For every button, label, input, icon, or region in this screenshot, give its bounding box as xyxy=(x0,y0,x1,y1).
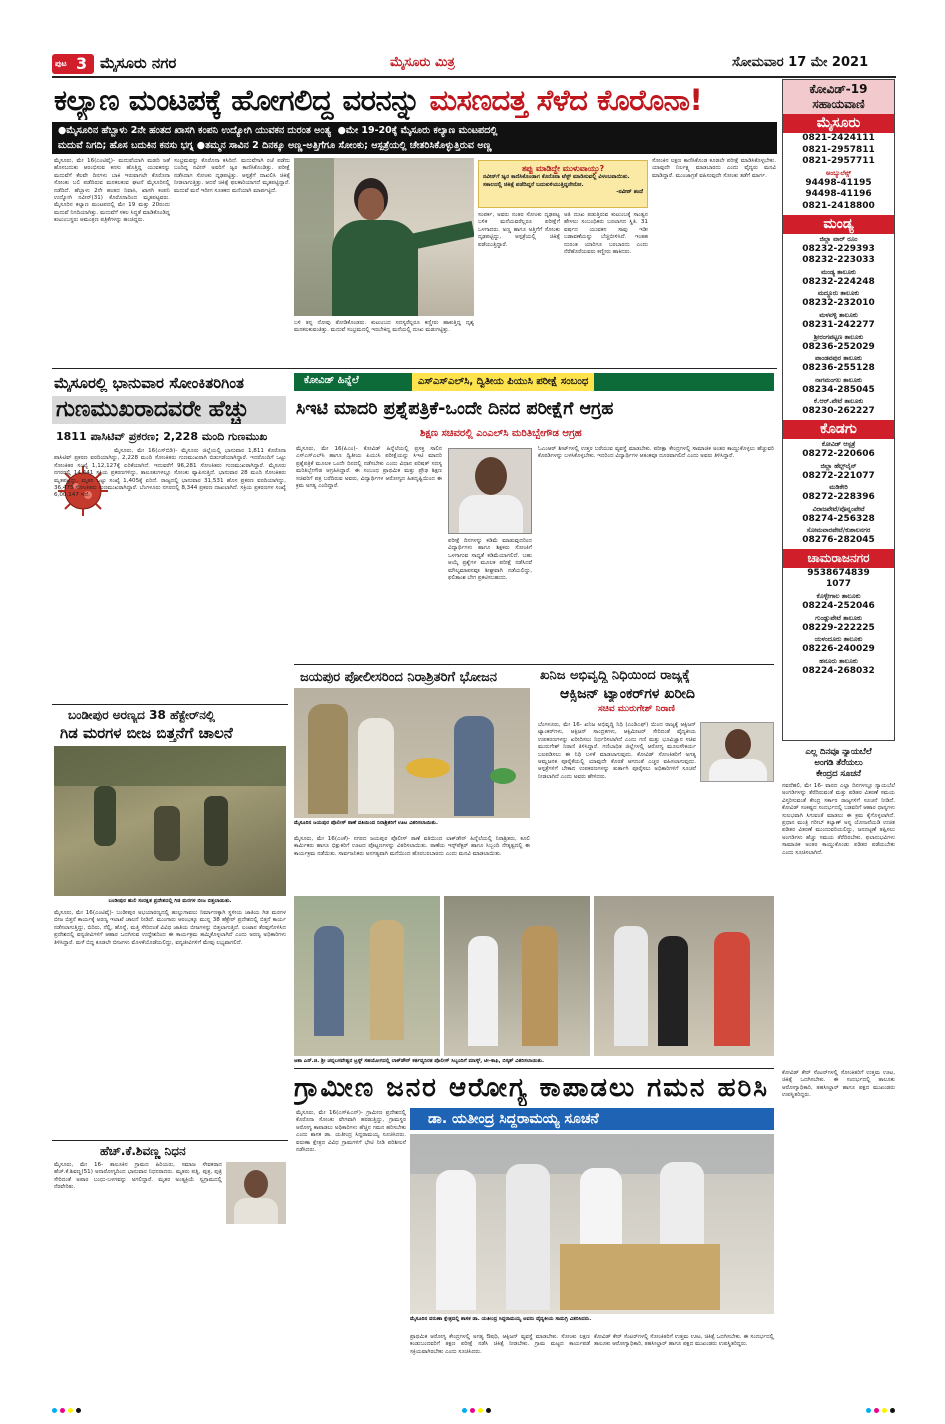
helpline-entry-label: ಕೆ.ಆರ್.ಪೇಟೆ ತಾಲೂಕು xyxy=(813,397,864,406)
oxygen-minister-photo xyxy=(700,722,774,782)
exam-col1: ಮೈಸೂರು, ಮೇ 16(ಪಿಎಂ)- ಕೋವಿಡ್ ಹಿನ್ನೆಲೆಯಲ್ಲಿ ಪ್ರಸಕ್ತ ಸಾಲಿನ ಎಸ್‌ಎಸ್‌ಎಲ್‌ಸಿ ಹಾಗೂ ದ್ವಿತೀಯ ಪಿಯುಸಿ ಪರೀಕ್ಷೆಯನ್ನು ಸಿಇಟಿ ಮಾದರಿ ಪ್ರಶ್ನೆಪತ್ರಿಕೆ ಮೂಲಕ ಒಂದೇ ದಿನದಲ್ಲಿ ನಡೆಸಬೇಕು ಎಂದು ವಿಧಾನ ಪರಿಷತ್ ಸದಸ್ಯ ಮರಿತಿಬ್ಬೇಗೌಡ ಆಗ್ರಹಿಸಿದ್ದಾರೆ. ಈ ಸಂಬಂಧ ಪ್ರಾಥಮಿಕ ಮತ್ತು ಪ್ರೌಢ ಶಿಕ್ಷಣ ಸಚಿವರಿಗೆ ಪತ್ರ ಬರೆದಿರುವ ಅವರು, ವಿದ್ಯಾರ್ಥಿಗಳ ಆರೋಗ್ಯದ ಹಿತದೃಷ್ಟಿಯಿಂದ ಈ ಕ್ರಮ ಅಗತ್ಯ ಎಂದಿದ್ದಾರೆ. xyxy=(296,446,442,490)
food-body: ಮೈಸೂರು, ಮೇ 16(ಎಂಕೆ)- ನಗರದ ಜಯಪುರ ಪೊಲೀಸ್ ಠಾಣೆ ವತಿಯಿಂದ ಲಾಕ್‌ಡೌನ್ ಹಿನ್ನೆಲೆಯಲ್ಲಿ ನಿರಾಶ್ರಿತರು, ಕೂಲಿ ಕಾರ್ಮಿಕರು ಹಾಗೂ ಭಿಕ್ಷುಕರಿಗೆ ಊಟದ ಪೊಟ್ಟಣಗಳನ್ನು ವಿತರಿಸಲಾಯಿತು. ಠಾಣೆಯ ಇನ್ಸ್‌ಪೆಕ್ಟರ್ ಹಾಗೂ ಸಿಬ್ಬಂದಿ ನೇತೃತ್ವದಲ್ಲಿ ಈ ಕಾರ್ಯಕ್ರಮ ನಡೆಯಿತು. ಸಾರ್ವಜನಿಕರು ಅನಗತ್ಯವಾಗಿ ಮನೆಯಿಂದ ಹೊರಬರಬಾರದು ಎಂದು ಮನವಿ ಮಾಡಲಾಯಿತು. xyxy=(294,836,530,857)
obit-body: ಮೈಸೂರು, ಮೇ 16- ತಾಲೂಕಿನ ಗ್ರಾಮದ ಹಿರಿಯರು, ಸಮಾಜ ಸೇವಕರಾದ ಹೆಚ್.ಕೆ.ಶಿವಣ್ಣ(51) ಅನಾರೋಗ್ಯದಿಂದ ಭಾನುವಾರ ನಿಧನರಾದರು. ಮೃತರು ಪತ್ನಿ, ಪುತ್ರ, ಪುತ್ರಿ ಸೇರಿದಂತೆ ಅಪಾರ ಬಂಧು-ಬಳಗವನ್ನು ಅಗಲಿದ್ದಾರೆ. ಮೃತರ ಅಂತ್ಯಕ್ರಿಯೆ ಸ್ವಗ್ರಾಮದಲ್ಲಿ ನೆರವೇರಿತು. xyxy=(54,1162,222,1191)
exam-kicker: ಕೋವಿಡ್ ಹಿನ್ನೆಲೆ xyxy=(304,375,359,386)
forest-body: ಮೈಸೂರು, ಮೇ 16(ಎಂಟಿವೈ)- ಬಂಡೀಪುರ ಅಭಯಾರಣ್ಯದಲ್ಲಿ ಹುಲ್ಲುಗಾವಲು ನಿರ್ಮಾಣಕ್ಕಾಗಿ ಸ್ಥಳೀಯ ಜಾತಿಯ ಗಿಡ ಮರಗಳ ಬೀಜ ಬಿತ್ತನೆ ಕಾರ್ಯಕ್ಕೆ ಅರಣ್ಯ ಇಲಾಖೆ ಚಾಲನೆ ನೀಡಿದೆ. ಮುಂಗಾರು ಆರಂಭಕ್ಕೂ ಮುನ್ನ 38 ಹೆಕ್ಟೇರ್ ಪ್ರದೇಶದಲ್ಲಿ ಬಿತ್ತನೆ ಕಾರ್ಯ ನಡೆಸಲಾಗುತ್ತಿದ್ದು, ಬಿದಿರು, ನೆಲ್ಲಿ, ಹೊನ್ನೆ, ಮತ್ತಿ ಸೇರಿದಂತೆ ವಿವಿಧ ಜಾತಿಯ ಬೀಜಗಳನ್ನು ಬಿತ್ತಲಾಗುತ್ತಿದೆ. ಲಂಟಾನ ತೆರವುಗೊಳಿಸಿದ ಪ್ರದೇಶದಲ್ಲಿ ವನ್ಯಜೀವಿಗಳಿಗೆ ಆಹಾರ ಒದಗಿಸುವ ಉದ್ದೇಶದಿಂದ ಈ ಕಾರ್ಯಕ್ರಮ ಹಮ್ಮಿಕೊಳ್ಳಲಾಗಿದೆ ಎಂದು ಅರಣ್ಯ ಅಧಿಕಾರಿಗಳು ತಿಳಿಸಿದ್ದಾರೆ. ಮಳೆ ಬಿದ್ದ ಕೂಡಲೇ ಬೀಜಗಳು ಮೊಳಕೆಯೊಡೆಯಲಿದ್ದು, ವನ್ಯಜೀವಿಗಳಿಗೆ ಮೇವು ಲಭ್ಯವಾಗಲಿದೆ. xyxy=(54,910,286,946)
registration-marks xyxy=(52,1406,896,1414)
police-photo1 xyxy=(294,896,440,1056)
lead-strap-line2: ಮದುವೆ ನಿಗದಿ; ಹೊಸ ಬದುಕಿನ ಕನಸು ಭಗ್ನ ●ತಮ್ಮನ ಸಾವಿನ 2 ದಿನಕ್ಕೂ ಅಣ್ಣ-ಅತ್ತಿಗೆಗೂ ಸೋಂಕು; ಆಸ್ಪತ್ರೆಯಲ್ಲಿ ಚೇತರಿಸಿಕೊಳ್ಳುತ್ತಿರುವ ಅಣ್ಣ xyxy=(58,140,492,151)
food-caption: ಮೈಸೂರಿನ ಜಯಪುರ ಪೊಲೀಸ್ ಠಾಣೆ ವತಿಯಿಂದ ನಿರಾಶ್ರಿತರಿಗೆ ಊಟ ವಿತರಿಸಲಾಯಿತು. xyxy=(294,820,438,826)
helpline-mysuru-extra: 0821-2418800 xyxy=(802,200,875,211)
sunday-rule xyxy=(52,704,288,705)
sunday-body: ಮೈಸೂರು, ಮೇ 16(ಎಸ್‌ಬಿಡಿ)- ಮೈಸೂರು ಜಿಲ್ಲೆಯಲ್ಲಿ ಭಾನುವಾರ 1,811 ಕೊರೊನಾ ಪಾಸಿಟಿವ್ ಪ್ರಕರಣ ವರದಿಯಾಗಿದ್ದು, 2,228 ಮಂದಿ ಸೋಂಕಿತರು ಗುಣಮುಖರಾಗಿ ಬಿಡುಗಡೆಯಾಗಿದ್ದಾರೆ. ಇದರೊಂದಿಗೆ ಒಟ್ಟು ಸೋಂಕಿತರ ಸಂಖ್ಯೆ 1,12,127ಕ್ಕೆ ಏರಿಕೆಯಾಗಿದೆ. ಇದುವರೆಗೆ 96,281 ಸೋಂಕಿತರು ಗುಣಮುಖರಾಗಿದ್ದಾರೆ. ಮೈಸೂರು ನಗರದಲ್ಲಿ 14,441 ಸಕ್ರಿಯ ಪ್ರಕರಣಗಳಿದ್ದು, ತಾಲೂಕುಗಳಲ್ಲೂ ಸೋಂಕು ವ್ಯಾಪಿಸುತ್ತಿದೆ. ಭಾನುವಾರ 28 ಮಂದಿ ಸೋಂಕಿತರು ಮೃತಪಟ್ಟಿದ್ದು, ಮೃತರ ಒಟ್ಟು ಸಂಖ್ಯೆ 1,405ಕ್ಕೆ ಏರಿದೆ. ರಾಜ್ಯದಲ್ಲಿ ಭಾನುವಾರ 31,531 ಹೊಸ ಪ್ರಕರಣ ವರದಿಯಾಗಿದ್ದು, 36,475 ಸೋಂಕಿತರು ಗುಣಮುಖರಾಗಿದ್ದಾರೆ. ಬೆಂಗಳೂರು ನಗರದಲ್ಲಿ 8,344 ಪ್ರಕರಣ ದಾಖಲಾಗಿದೆ. ಸಕ್ರಿಯ ಪ್ರಕರಣಗಳ ಸಂಖ್ಯೆ 6,00,147 ಇದೆ. xyxy=(54,448,286,499)
mysuru-number: 0821-2424111 xyxy=(802,133,875,143)
rural-subhead: ಡಾ. ಯತೀಂದ್ರ ಸಿದ್ದರಾಮಯ್ಯ ಸೂಚನೆ xyxy=(428,1111,599,1127)
oxygen-headline1: ಖನಿಜ ಅಭಿವೃದ್ಧಿ ನಿಧಿಯಿಂದ ರಾಜ್ಯಕ್ಕೆ xyxy=(540,668,690,683)
helpline-mysuru-label: ಮೈಸೂರು xyxy=(783,114,894,133)
quote-heading: ತಪ್ಪು ಮಾಡಿದ್ದೇ ಮುಳುವಾಯ್ತು? xyxy=(521,164,605,173)
helpline-entry-label: ಮಳವಳ್ಳಿ ತಾಲೂಕು xyxy=(819,310,858,319)
forest-caption: ಬಂಡೀಪುರ ಹುಲಿ ಸಂರಕ್ಷಿತ ಪ್ರದೇಶದಲ್ಲಿ ಗಿಡ ಮರಗಳ ಬೀಜ ಬಿತ್ತಲಾಯಿತು. xyxy=(108,898,232,904)
sunday-subhead: 1811 ಪಾಸಿಟಿವ್ ಪ್ರಕರಣ; 2,228 ಮಂದಿ ಗುಣಮುಖ xyxy=(56,430,268,443)
ration-headline2: ಅಂಗಡಿ ತೆರೆಯಲು xyxy=(814,757,863,767)
helpline-entry-label: ಕೊಳ್ಳೇಗಾಲ ತಾಲೂಕು xyxy=(816,592,861,601)
lead-col3: ಬಳಿ ತನ್ನ ನೋವು ತೋಡಿಕೊಂಡರು. ಕುಟುಂಬದ ಸದಸ್ಯರೆಲ್ಲರೂ ಕಣ್ಣೀರು ಹಾಕುತ್ತಿದ್ದ ದೃಶ್ಯ ಮನಕಲಕುವಂತಿತ್ತು. ಮದುವೆ ಸಂಭ್ರಮದಲ್ಲಿ ಇರಬೇಕಿದ್ದ ಮನೆಯಲ್ಲಿ ದುಃಖ ಮಡುಗಟ್ಟಿತ್ತು. xyxy=(294,320,474,334)
issue-date: ಸೋಮವಾರ 17 ಮೇ 2021 xyxy=(732,55,869,70)
rural-caption: ಮೈಸೂರಿನ ವರುಣಾ ಕ್ಷೇತ್ರದಲ್ಲಿ ಶಾಸಕ ಡಾ. ಯತೀಂದ್ರ ಸಿದ್ದರಾಮಯ್ಯ ಅವರು ವೈದ್ಯಕೀಯ ಸಾಮಗ್ರಿ ವಿತರಿಸಿದರು. xyxy=(410,1316,592,1322)
helpline-ambulance-list xyxy=(783,178,894,201)
helpline-entry-number: 08232-223033 xyxy=(802,255,875,266)
ration-item xyxy=(782,746,895,1066)
helpline-entry-number: 08229-222225 xyxy=(802,622,875,633)
lead-col1: ಮೈಸೂರು, ಮೇ 16(ಎಂಟಿವೈ)- ಮದುವೆಯಾಗಿ ಮಡದಿ ಜತೆ ಹೊಸಬದುಕು ಆರಂಭಿಸುವ ಕನಸು ಹೊತ್ತಿದ್ದ ಯುವಕನನ್ನು ಮದುವೆಗೆ ಕೆಲವೇ ದಿನಗಳು ಬಾಕಿ ಇರುವಾಗಲೇ ಕೊರೊನಾ ಸೋಂಕು ಬಲಿ ಪಡೆದಿರುವ ಮನಕಲಕುವ ಘಟನೆ ಮೈಸೂರಿನಲ್ಲಿ ನಡೆದಿದೆ. ಹೆಬ್ಬಾಳು 2ನೇ ಹಂತದ ನಿವಾಸಿ, ಖಾಸಗಿ ಕಂಪನಿ ಉದ್ಯೋಗಿ ನವೀನ್(31) ಕೊರೊನಾದಿಂದ ಮೃತಪಟ್ಟವರು. ಮೈಸೂರಿನ ಕಲ್ಯಾಣ ಮಂಟಪದಲ್ಲಿ ಮೇ 19 ಮತ್ತು 20ರಂದು ಮದುವೆ ನಿಗದಿಯಾಗಿತ್ತು. ಮದುವೆಗೆ ಸಕಲ ಸಿದ್ಧತೆ ಮಾಡಿಕೊಂಡಿದ್ದ ಕುಟುಂಬಸ್ಥರು ಆಮಂತ್ರಣ ಪತ್ರಿಕೆಗಳನ್ನು ಹಂಚಿದ್ದರು. xyxy=(54,158,170,224)
groom-photo xyxy=(294,158,474,316)
exam-col2: ಪರೀಕ್ಷೆ ದಿನಗಳನ್ನು ಕಡಿಮೆ ಮಾಡುವುದರಿಂದ ವಿದ್ಯಾರ್ಥಿಗಳು ಹಾಗೂ ಶಿಕ್ಷಕರು ಸೋಂಕಿಗೆ ಒಳಗಾಗುವ ಸಾಧ್ಯತೆ ಕಡಿಮೆಯಾಗಲಿದೆ. ಬಹು ಆಯ್ಕೆ ಪ್ರಶ್ನೆಗಳ ಮೂಲಕ ಪರೀಕ್ಷೆ ನಡೆಸಿದರೆ ಮೌಲ್ಯಮಾಪನವೂ ಶೀಘ್ರವಾಗಿ ನಡೆಯಲಿದ್ದು, ಫಲಿತಾಂಶ ಬೇಗ ಪ್ರಕಟಿಸಬಹುದು. xyxy=(448,538,532,582)
oxygen-byline: ಸಚಿವ ಮುರುಗೇಶ್ ನಿರಾಣಿ xyxy=(598,704,675,714)
helpline-entry-label: ಗುಂಡ್ಲುಪೇಟೆ ತಾಲೂಕು xyxy=(815,613,862,622)
helpline-entry-number: 08226-240029 xyxy=(802,644,875,655)
helpline-title: ಕೋವಿಡ್-19 ಸಹಾಯವಾಣಿ xyxy=(783,80,894,114)
masthead-rule xyxy=(52,76,896,78)
rural-col2: ಪ್ರಾಥಮಿಕ ಆರೋಗ್ಯ ಕೇಂದ್ರಗಳಲ್ಲಿ ಅಗತ್ಯ ಔಷಧಿ, ಆಕ್ಸಿಜನ್ ವ್ಯವಸ್ಥೆ ಮಾಡಬೇಕು. ಸೋಂಕು ಲಕ್ಷಣ ಕಂಡುಬಂದವರಿಗೆ ತಕ್ಷಣ ಪರೀಕ್ಷೆ ನಡೆಸಿ ಚಿಕಿತ್ಸೆ ನೀಡಬೇಕು. ಗ್ರಾಮ ಮಟ್ಟದ ಕಾರ್ಯಪಡೆ ಸಕ್ರಿಯವಾಗಿರಬೇಕು ಎಂದು ಸೂಚಿಸಿದರು. xyxy=(410,1334,590,1355)
helpline-entry-number: 08232-232010 xyxy=(802,298,875,309)
ambulance-number: 94498-41196 xyxy=(805,189,872,200)
helpline-kodagu-label: ಕೊಡಗು xyxy=(783,420,894,439)
helpline-entry-label: ಜಿಲ್ಲಾ ಹೆಲ್ಪ್‌ಲೈನ್ xyxy=(820,461,857,470)
forest-headline2: ಗಿಡ ಮರಗಳ ಬೀಜ ಬಿತ್ತನೆಗೆ ಚಾಲನೆ xyxy=(60,724,233,742)
exam-col3: ಓಎಂಆರ್ ಶೀಟ್‌ಗಳಲ್ಲಿ ಉತ್ತರ ಬರೆಯುವ ವ್ಯವಸ್ಥೆ ಮಾಡಬೇಕು. ಪರೀಕ್ಷಾ ಕೇಂದ್ರಗಳಲ್ಲಿ ಸಾಮಾಜಿಕ ಅಂತರ ಕಾಯ್ದುಕೊಳ್ಳಲು ಹೆಚ್ಚುವರಿ ಕೊಠಡಿಗಳನ್ನು ಬಳಸಿಕೊಳ್ಳಬೇಕು. ಇದರಿಂದ ವಿದ್ಯಾರ್ಥಿಗಳ ಆತಂಕವೂ ದೂರವಾಗಲಿದೆ ಎಂದು ಅವರು ತಿಳಿಸಿದ್ದಾರೆ. xyxy=(538,446,774,460)
helpline-entry-label: ಕೋವಿಡ್ ಆಸ್ಪತ್ರೆ xyxy=(821,439,856,448)
ambulance-number: 94498-41195 xyxy=(805,177,872,188)
lead-col4: ಸಂಪರ್ಕ, ಅವರು ನಂತರ ಸೋಂಕು ದೃಢಪಟ್ಟ ಬಳಿಕ ಮನೆಯವರೆಲ್ಲರೂ ಪರೀಕ್ಷೆಗೆ ಒಳಗಾದರು. ಅಣ್ಣ ಹಾಗೂ ಅತ್ತಿಗೆಗೆ ಸೋಂಕು ದೃಢಪಟ್ಟಿದ್ದು, ಆಸ್ಪತ್ರೆಯಲ್ಲಿ ಚಿಕಿತ್ಸೆ ಪಡೆಯುತ್ತಿದ್ದಾರೆ. xyxy=(478,212,560,248)
helpline-entry-label: ಹನೂರು ತಾಲೂಕು xyxy=(819,656,858,665)
page-label: ಪುಟ xyxy=(55,59,67,68)
oxygen-body: ಬೆಂಗಳೂರು, ಮೇ 16- ಖನಿಜ ಅಭಿವೃದ್ಧಿ ನಿಧಿ (ಎಂಡಿಎಫ್) ಯಿಂದ ರಾಜ್ಯಕ್ಕೆ ಆಕ್ಸಿಜನ್ ಟ್ಯಾಂಕರ್‌ಗಳು, ಆಕ್ಸಿಜನ್ ಸಾಂದ್ರಕಗಳು, ಆಕ್ಸಿಮೀಟರ್ ಸೇರಿದಂತೆ ವೈದ್ಯಕೀಯ ಉಪಕರಣಗಳನ್ನು ಖರೀದಿಸಲು ನಿರ್ಧರಿಸಲಾಗಿದೆ ಎಂದು ಗಣಿ ಮತ್ತು ಭೂವಿಜ್ಞಾನ ಸಚಿವ ಮುರುಗೇಶ್ ನಿರಾಣಿ ತಿಳಿಸಿದ್ದಾರೆ. ಗಣಿಬಾಧಿತ ಜಿಲ್ಲೆಗಳಲ್ಲಿ ಆರೋಗ್ಯ ಮೂಲಸೌಕರ್ಯ ಬಲಪಡಿಸಲು ಈ ನಿಧಿ ಬಳಕೆ ಮಾಡಲಾಗುವುದು. ಕೋವಿಡ್ ಸೋಂಕಿತರಿಗೆ ಅಗತ್ಯ ಆಮ್ಲಜನಕ ಪೂರೈಕೆಯಲ್ಲಿ ಯಾವುದೇ ಕೊರತೆ ಆಗದಂತೆ ಎಚ್ಚರ ವಹಿಸಲಾಗುವುದು. ಆಸ್ಪತ್ರೆಗಳಿಗೆ ಬೇಕಾದ ಉಪಕರಣಗಳನ್ನು ತುರ್ತಾಗಿ ಪೂರೈಸಲು ಅಧಿಕಾರಿಗಳಿಗೆ ಸೂಚನೆ ನೀಡಲಾಗಿದೆ ಎಂದು ಅವರು ಹೇಳಿದರು. xyxy=(538,722,696,780)
helpline-mandya-list xyxy=(783,234,894,418)
helpline-mysuru-list xyxy=(783,133,894,168)
lead-strap-line1: ●ಮೈಸೂರಿನ ಹೆಬ್ಬಾಳು 2ನೇ ಹಂತದ ಖಾಸಗಿ ಕಂಪನಿ ಉದ್ಯೋಗಿ ಯುವಕನ ದುರಂತ ಅಂತ್ಯ ●ಮೇ 19-20ಕ್ಕೆ ಮೈಸೂರು ಕಲ್ಯಾಣ ಮಂಟಪದಲ್ಲಿ xyxy=(58,125,498,136)
helpline-entry-number: 08272-220606 xyxy=(802,448,875,459)
police-photo2 xyxy=(444,896,590,1056)
lead-headline-accent: ಮಸಣದತ್ತ ಸೆಳೆದ ಕೊರೊನಾ! xyxy=(429,83,703,117)
forest-photo xyxy=(54,746,286,896)
page-number-badge xyxy=(52,54,94,74)
lead-strap xyxy=(52,122,777,154)
exam-byline: ಶಿಕ್ಷಣ ಸಚಿವರಲ್ಲಿ ಎಂಎಲ್‌ಸಿ ಮರಿತಿಬ್ಬೇಗೌಡ ಆಗ್ರಹ xyxy=(420,428,582,439)
rural-headline: ಗ್ರಾಮೀಣ ಜನರ ಆರೋಗ್ಯ ಕಾಪಾಡಲು ಗಮನ ಹರಿಸಿ xyxy=(294,1073,769,1103)
quote-byline: -ನವೀನ್ ತಂದೆ xyxy=(616,189,643,196)
obit-headline: ಹೆಚ್.ಕೆ.ಶಿವಣ್ಣ ನಿಧನ xyxy=(100,1144,186,1158)
helpline-entry-number: 08272-221077 xyxy=(802,470,875,481)
helpline-kodagu-list xyxy=(783,439,894,547)
ambulance-label: ಅಂಬ್ಯುಲೆನ್ಸ್ xyxy=(826,168,851,177)
lead-col2: ಸಂಭ್ರಮವನ್ನು ಕೊರೊನಾ ಕಸಿದಿದೆ. ಮದುವೆಗಾಗಿ ರಜೆ ಪಡೆದು ಬಂದಿದ್ದ ನವೀನ್ ಅವರಿಗೆ ಜ್ವರ ಕಾಣಿಸಿಕೊಂಡಿತ್ತು. ಪರೀಕ್ಷೆ ನಡೆಸಿದಾಗ ಸೋಂಕು ದೃಢಪಟ್ಟಿತ್ತು. ಆಸ್ಪತ್ರೆಗೆ ದಾಖಲಿಸಿ ಚಿಕಿತ್ಸೆ ನೀಡಲಾಗುತ್ತಿತ್ತು. ಆದರೆ ಚಿಕಿತ್ಸೆ ಫಲಕಾರಿಯಾಗದೆ ಮೃತಪಟ್ಟಿದ್ದಾರೆ. ಮದುವೆ ಮನೆ ಇದೀಗ ಸೂತಕದ ಮನೆಯಾಗಿ ಮಾರ್ಪಟ್ಟಿದೆ. xyxy=(174,158,290,194)
police-rule xyxy=(294,1068,774,1069)
helpline-entry-label: ಶ್ರೀರಂಗಪಟ್ಟಣ ತಾಲೂಕು xyxy=(813,332,864,341)
helpline-entry-label: ಪಾಂಡವಪುರ ತಾಲೂಕು xyxy=(815,354,862,363)
lead-headline xyxy=(54,80,702,120)
helpline-entry-number: 08231-242277 xyxy=(802,319,875,330)
lead-headline-main: ಕಲ್ಯಾಣ ಮಂಟಪಕ್ಕೆ ಹೋಗಲಿದ್ದ ವರನನ್ನು xyxy=(54,83,430,117)
lead-bottom-rule xyxy=(52,368,777,369)
forest-rule xyxy=(52,1140,288,1141)
rural-col4: ಕೋವಿಡ್ ಕೇರ್ ಸೆಂಟರ್‌ಗಳಲ್ಲಿ ಸೋಂಕಿತರಿಗೆ ಉತ್ತಮ ಊಟ, ಚಿಕಿತ್ಸೆ ಒದಗಿಸಬೇಕು. ಈ ಸಂದರ್ಭದಲ್ಲಿ ತಾಲೂಕು ಆರೋಗ್ಯಾಧಿಕಾರಿ, ತಹಸೀಲ್ದಾರ್ ಹಾಗೂ ಪಕ್ಷದ ಮುಖಂಡರು ಉಪಸ್ಥಿತರಿದ್ದರು. xyxy=(782,1070,895,1099)
helpline-entry-number: 08224-252046 xyxy=(802,601,875,612)
exam-headline: ಸಿಇಟಿ ಮಾದರಿ ಪ್ರಶ್ನೆಪತ್ರಿಕೆ-ಒಂದೇ ದಿನದ ಪರೀಕ್ಷೆಗೆ ಆಗ್ರಹ xyxy=(296,399,614,419)
paper-name: ಮೈಸೂರು ಮಿತ್ರ xyxy=(390,55,455,70)
mysuru-number: 0821-2957811 xyxy=(802,144,875,155)
sunday-headline1: ಮೈಸೂರಲ್ಲಿ ಭಾನುವಾರ ಸೋಂಕಿತರಿಗಿಂತ xyxy=(54,374,244,392)
ration-body: ನವದೆಹಲಿ, ಮೇ 16- ವಾರದ ಎಲ್ಲಾ ದಿನಗಳಲ್ಲೂ ನ್ಯಾಯಬೆಲೆ ಅಂಗಡಿಗಳನ್ನು ತೆರೆದಿರುವಂತೆ ಮತ್ತು ಪಡಿತರ ವಿತರಣೆ ಸಮಯ ವಿಸ್ತರಿಸುವಂತೆ ಕೇಂದ್ರ ಸರ್ಕಾರ ರಾಜ್ಯಗಳಿಗೆ ಸೂಚನೆ ನೀಡಿದೆ. ಕೋವಿಡ್ ಸಂಕಷ್ಟದ ಸಂದರ್ಭದಲ್ಲಿ ಬಡವರಿಗೆ ಆಹಾರ ಧಾನ್ಯಗಳು ಸುಲಭವಾಗಿ ಸಿಗುವಂತೆ ಮಾಡಲು ಈ ಕ್ರಮ ಕೈಗೊಳ್ಳಲಾಗಿದೆ. ಪ್ರಧಾನ ಮಂತ್ರಿ ಗರೀಬ್ ಕಲ್ಯಾಣ್ ಅನ್ನ ಯೋಜನೆಯಡಿ ಉಚಿತ ಪಡಿತರ ವಿತರಣೆ ಮುಂದುವರಿಯಲಿದ್ದು, ಜನದಟ್ಟಣೆ ತಪ್ಪಿಸಲು ಅಂಗಡಿಗಳು ಹೆಚ್ಚು ಸಮಯ ತೆರೆದಿರಬೇಕು. ಫಲಾನುಭವಿಗಳು ಸಾಮಾಜಿಕ ಅಂತರ ಕಾಯ್ದುಕೊಂಡು ಪಡಿತರ ಪಡೆಯಬೇಕು ಎಂದು ಸೂಚಿಸಲಾಗಿದೆ. xyxy=(782,783,895,856)
helpline-entry-label: ಸೋಮವಾರಪೇಟೆ/ಕುಶಾಲನಗರ xyxy=(806,526,871,535)
helpline-entry-label: ಜಿಲ್ಲಾ ವಾರ್ ರೂಂ xyxy=(819,234,858,243)
rural-photo xyxy=(410,1134,774,1314)
ration-headline3: ಕೇಂದ್ರದ ಸೂಚನೆ xyxy=(816,768,861,778)
helpline-entry-number: 08224-268032 xyxy=(802,665,875,676)
helpline-entry-number: 08276-282045 xyxy=(802,535,875,546)
exam-kicker-bar xyxy=(294,373,774,391)
food-headline: ಜಯಪುರ ಪೋಲೀಸರಿಂದ ನಿರಾಶ್ರಿತರಿಗೆ ಭೋಜನ xyxy=(300,670,498,685)
helpline-entry-number: 08272-228396 xyxy=(802,492,875,503)
helpline-entry-label: ನಾಗಮಂಗಲ ತಾಲೂಕು xyxy=(815,375,862,384)
helpline-entry-label: ಮಡಿಕೇರಿ xyxy=(829,483,848,492)
exam-kicker2: ಎಸ್‌ಎಸ್‌ಎಲ್‌ಸಿ, ದ್ವಿತೀಯ ಪಿಯುಸಿ ಪರೀಕ್ಷೆ ಸಂಬಂಧ xyxy=(412,373,594,391)
helpline-entry-label: ಯಳಂದೂರು ತಾಲೂಕು xyxy=(814,635,863,644)
helpline-entry-number: 08274-256328 xyxy=(802,513,875,524)
rural-col1: ಮೈಸೂರು, ಮೇ 16(ಎಸ್‌ಪಿಎನ್)- ಗ್ರಾಮೀಣ ಪ್ರದೇಶದಲ್ಲಿ ಕೊರೊನಾ ಸೋಂಕು ವೇಗವಾಗಿ ಹರಡುತ್ತಿದ್ದು, ಗ್ರಾಮಸ್ಥರ ಆರೋಗ್ಯ ಕಾಪಾಡಲು ಅಧಿಕಾರಿಗಳು ಹೆಚ್ಚಿನ ಗಮನ ಹರಿಸಬೇಕು ಎಂದು ಶಾಸಕ ಡಾ. ಯತೀಂದ್ರ ಸಿದ್ದರಾಮಯ್ಯ ಸೂಚಿಸಿದರು. ವರುಣಾ ಕ್ಷೇತ್ರದ ವಿವಿಧ ಗ್ರಾಮಗಳಿಗೆ ಭೇಟಿ ನೀಡಿ ಪರಿಶೀಲನೆ ನಡೆಸಿದರು. xyxy=(296,1110,406,1154)
helpline-entry-number: 08236-255128 xyxy=(802,363,875,374)
quote-body: ನವೀನ್‌ಗೆ ಜ್ವರ ಕಾಣಿಸಿಕೊಂಡಾಗ ಕೊರೊನಾ ಟೆಸ್ಟ್ ಮಾಡಿಸುವಲ್ಲಿ ವಿಳಂಬವಾಯಿತು. ಸಕಾಲದಲ್ಲಿ ಚಿಕಿತ್ಸೆ ಪಡೆದಿದ್ದರೆ ಬದುಕುಳಿಯುತ್ತಿದ್ದನೇನೋ. xyxy=(483,174,630,188)
lead-quote-box xyxy=(478,160,648,208)
police-caption: ಆಶಾ ಎನ್.ಜಿ. ಶ್ರೀ ಚನ್ನಬಸವೇಶ್ವರ ಟ್ರಸ್ಟ್ ಸಹಯೋಗದಲ್ಲಿ ಲಾಕ್‌ಡೌನ್ ಕರ್ತವ್ಯನಿರತ ಪೊಲೀಸ್ ಸಿಬ್ಬಂದಿಗೆ ಮಾಸ್ಕ್, ಟೀ-ಕಾಫಿ, ಬಿಸ್ಕತ್ ವಿತರಿಸಲಾಯಿತು. xyxy=(294,1058,545,1064)
helpline-entry-label: ಮಂಡ್ಯ ತಾಲೂಕು xyxy=(821,267,856,276)
helpline-sidebar xyxy=(782,79,895,741)
page-number: 3 xyxy=(76,54,88,73)
section-name: ಮೈಸೂರು ನಗರ xyxy=(100,54,177,72)
oxygen-headline2: ಆಕ್ಸಿಜನ್ ಟ್ಯಾಂಕರ್‌ಗಳ ಖರೀದಿ xyxy=(560,686,695,702)
helpline-mandya-label: ಮಂಡ್ಯ xyxy=(783,215,894,234)
helpline-chamarajanagar-list xyxy=(783,568,894,678)
rural-col3: ಕೋವಿಡ್ ಕೇರ್ ಸೆಂಟರ್‌ಗಳಲ್ಲಿ ಸೋಂಕಿತರಿಗೆ ಉತ್ತಮ ಊಟ, ಚಿಕಿತ್ಸೆ ಒದಗಿಸಬೇಕು. ಈ ಸಂದರ್ಭದಲ್ಲಿ ತಾಲೂಕು ಆರೋಗ್ಯಾಧಿಕಾರಿ, ತಹಸೀಲ್ದಾರ್ ಹಾಗೂ ಪಕ್ಷದ ಮುಖಂಡರು ಉಪಸ್ಥಿತರಿದ್ದರು. xyxy=(594,1334,774,1348)
helpline-entry-number: 08230-262227 xyxy=(802,406,875,417)
helpline-chamarajanagar-label: ಚಾಮರಾಜನಗರ xyxy=(783,549,894,568)
helpline-entry-number: 08232-224248 xyxy=(802,276,875,287)
exam-rule xyxy=(294,664,774,665)
sunday-headline2: ಗುಣಮುಖರಾದವರೇ ಹೆಚ್ಚು xyxy=(56,397,250,422)
lead-col6: ಸೋಂಕಿನ ಲಕ್ಷಣ ಕಾಣಿಸಿಕೊಂಡ ಕೂಡಲೇ ಪರೀಕ್ಷೆ ಮಾಡಿಸಿಕೊಳ್ಳಬೇಕು. ಯಾವುದೇ ನಿರ್ಲಕ್ಷ್ಯ ಮಾಡಬಾರದು ಎಂದು ವೈದ್ಯರು ಮನವಿ ಮಾಡಿದ್ದಾರೆ. ಮುಂಜಾಗ್ರತೆ ವಹಿಸುವುದೇ ಸೋಂಕು ತಡೆಗೆ ಮಾರ್ಗ. xyxy=(652,158,776,179)
helpline-entry-label: ವಿರಾಜಪೇಟೆ/ಪೊನ್ನಂಪೇಟೆ xyxy=(812,504,865,513)
ration-headline1: ಎಲ್ಲ ದಿನವೂ ನ್ಯಾಯಬೆಲೆ xyxy=(805,746,872,756)
helpline-entry-number: 08232-229393 xyxy=(802,243,875,254)
obit-photo xyxy=(226,1162,286,1224)
police-photo3 xyxy=(594,896,774,1056)
helpline-entry-number: 9538674839 xyxy=(807,567,870,578)
helpline-entry-number: 08234-285045 xyxy=(802,384,875,395)
forest-headline1: ಬಂಡೀಪುರ ಅರಣ್ಯದ 38 ಹೆಕ್ಟೇರ್‌ನಲ್ಲಿ xyxy=(68,708,215,722)
food-photo xyxy=(294,688,530,818)
helpline-entry-label: ಮದ್ದೂರು ತಾಲೂಕು xyxy=(817,289,860,298)
helpline-entry-number: 08236-252029 xyxy=(802,341,875,352)
exam-mlc-photo xyxy=(448,448,532,534)
lead-col5: ಅತಿ ದುಃಖ ಪಡುತ್ತಿರುವ ಕುಟುಂಬಕ್ಕೆ ಸಾಂತ್ವನ ಹೇಳಲು ಸಂಬಂಧಿಕರು ಬರಲಾಗದ ಸ್ಥಿತಿ. 31 ವರ್ಷದ ಯುವಕನ ಸಾವು ಇಡೀ ಬಡಾವಣೆಯನ್ನು ಬೆಚ್ಚಿಬೀಳಿಸಿದೆ. ಇಂತಹ ದುರಂತ ಯಾರಿಗೂ ಬರಬಾರದು ಎಂದು ನೆರೆಹೊರೆಯವರು ಕಣ್ಣೀರು ಹಾಕಿದರು. xyxy=(564,212,648,256)
mysuru-number: 0821-2957711 xyxy=(802,156,875,167)
helpline-entry-number: 1077 xyxy=(825,579,852,590)
